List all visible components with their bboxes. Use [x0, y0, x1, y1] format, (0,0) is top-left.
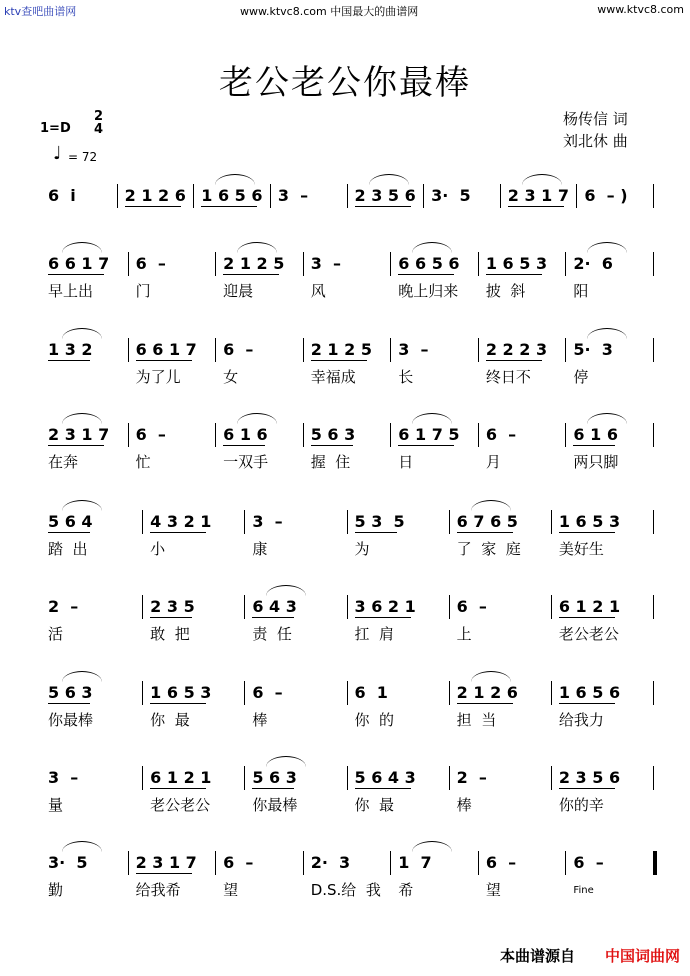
bar-line — [390, 338, 391, 362]
measure-notes: 6 1 7 5 — [398, 425, 460, 444]
beam-underline — [398, 274, 454, 275]
bar-line — [303, 851, 304, 875]
score-row — [0, 340, 690, 420]
bar-line — [551, 595, 552, 619]
measure-notes: 6 1 6 — [573, 425, 618, 444]
final-bar-line — [653, 851, 657, 875]
measure-notes: 6 – — [573, 853, 604, 872]
beam-underline — [486, 274, 542, 275]
beam-underline — [355, 617, 411, 618]
score-row — [0, 768, 690, 848]
lyric-text: 月 — [485, 453, 501, 471]
measure-notes: 3 – — [252, 512, 283, 531]
lyric-text: 担 当 — [456, 711, 497, 729]
lyric-text: 日 — [398, 453, 414, 471]
bar-line — [117, 184, 118, 208]
lyric-text: 康 — [252, 540, 268, 558]
bar-line — [551, 681, 552, 705]
lyric-text: 为 — [354, 540, 370, 558]
bar-line — [142, 766, 143, 790]
measure-notes: 2 3 1 7 — [507, 186, 569, 205]
beam-underline — [559, 703, 615, 704]
measure-notes: 6 i — [48, 186, 76, 205]
measure-notes: 2 – — [456, 768, 487, 787]
beam-underline — [136, 873, 192, 874]
lyric-text: 迎晨 — [223, 282, 254, 300]
measure-notes: 2 – — [48, 597, 79, 616]
measure-notes: 5 6 3 — [48, 683, 93, 702]
measure-notes: 2 3 1 7 — [135, 853, 197, 872]
beam-underline — [150, 532, 206, 533]
lyric-text: 望 — [223, 881, 239, 899]
beam-underline — [457, 532, 513, 533]
score-row — [0, 254, 690, 334]
lyric-text: 披 斜 — [485, 282, 526, 300]
lyric-text: 早上出 — [48, 282, 94, 300]
bar-line — [478, 338, 479, 362]
score-row — [0, 683, 690, 763]
lyric-text: 忙 — [135, 453, 151, 471]
score-row — [0, 597, 690, 677]
measure-notes: 2 1 2 6 — [124, 186, 186, 205]
bar-line — [347, 766, 348, 790]
lyric-text: 为了儿 — [135, 368, 181, 386]
bar-line — [449, 681, 450, 705]
beam-underline — [252, 788, 294, 789]
beam-underline — [223, 274, 279, 275]
header-right-site: www.ktvc8.com — [597, 3, 684, 16]
beam-underline — [150, 617, 192, 618]
beam-underline — [559, 788, 615, 789]
lyric-text: 希 — [398, 881, 414, 899]
lyric-text: 上 — [456, 625, 472, 643]
time-signature — [94, 110, 103, 136]
beam-underline — [311, 445, 353, 446]
lyric-text: 望 — [485, 881, 501, 899]
measure-notes: 6 6 1 7 — [135, 340, 197, 359]
lyric-text: 停 — [573, 368, 589, 386]
beam-underline — [355, 532, 397, 533]
beam-underline — [48, 532, 90, 533]
lyric-text: 敢 把 — [150, 625, 190, 643]
measure-notes: 6 7 6 5 — [456, 512, 518, 531]
bar-line — [653, 338, 654, 362]
bar-line — [653, 184, 654, 208]
beam-underline — [486, 360, 542, 361]
beam-underline — [311, 360, 367, 361]
bar-line — [215, 851, 216, 875]
measure-notes: 2 1 2 5 — [223, 254, 285, 273]
beam-underline — [559, 532, 615, 533]
lyric-text: 小 — [150, 540, 166, 558]
measure-notes: 6 – — [485, 425, 517, 444]
bar-line — [449, 595, 450, 619]
slur-mark — [522, 174, 562, 185]
bar-line — [478, 252, 479, 276]
bar-line — [142, 510, 143, 534]
bar-line — [565, 338, 566, 362]
measure-notes: 6 1 6 — [223, 425, 268, 444]
bar-line — [128, 252, 129, 276]
measure-notes: 6 – — [135, 254, 166, 273]
lyric-text: 扛 肩 — [354, 625, 395, 643]
lyric-text: 握 住 — [310, 453, 351, 471]
measure-notes: 6 – ) — [584, 186, 628, 205]
measure-notes: 1 6 5 6 — [558, 683, 621, 702]
beam-underline — [150, 703, 206, 704]
beam-underline — [252, 617, 294, 618]
bar-line — [551, 510, 552, 534]
bar-line — [303, 423, 304, 447]
bar-line — [390, 423, 391, 447]
measure-notes: 1 6 5 3 — [485, 254, 548, 273]
lyric-text: 你 最 — [354, 796, 395, 814]
beam-underline — [508, 206, 564, 207]
measure-notes: 5 6 4 — [48, 512, 93, 531]
measure-notes: 5 3 5 — [354, 512, 405, 531]
bar-line — [244, 681, 245, 705]
measure-notes: 6 – — [223, 340, 254, 359]
lyric-text: 踏 出 — [48, 540, 88, 558]
slur-mark — [215, 174, 255, 185]
bar-line — [347, 510, 348, 534]
measure-notes: 2 2 2 3 — [485, 340, 548, 359]
time-sig-bottom: 4 — [94, 122, 104, 137]
beam-underline — [573, 445, 615, 446]
measure-notes: 3· 5 — [48, 853, 88, 872]
beam-underline — [48, 445, 104, 446]
lyric-text: 在奔 — [48, 453, 79, 471]
bar-line — [128, 338, 129, 362]
lyric-text: 勤 — [48, 881, 64, 899]
source-site: 中国词曲网 — [604, 947, 680, 965]
measure-notes: 2 1 2 5 — [310, 340, 372, 359]
bar-line — [128, 423, 129, 447]
measure-notes: 1 6 5 3 — [150, 683, 212, 702]
score-row — [0, 425, 690, 505]
measure-notes: 3 – — [398, 340, 429, 359]
bar-line — [215, 423, 216, 447]
bar-line — [551, 766, 552, 790]
bar-line — [142, 595, 143, 619]
beam-underline — [48, 274, 104, 275]
header-center-site: www.ktvc8.com 中国最大的曲谱网 — [240, 5, 419, 18]
lyric-text: 棒 — [252, 711, 268, 729]
beam-underline — [355, 788, 411, 789]
bar-line — [653, 252, 654, 276]
beam-underline — [223, 445, 265, 446]
lyric-text: 两只脚 — [573, 453, 619, 471]
lyric-text: 门 — [135, 282, 151, 300]
lyric-text: D.S.给 我 — [310, 881, 381, 899]
bar-line — [142, 681, 143, 705]
measure-notes: 2 1 2 6 — [456, 683, 518, 702]
beam-underline — [398, 445, 454, 446]
lyric-text: 老公老公 — [150, 796, 211, 814]
measure-notes: 6 6 5 6 — [398, 254, 460, 273]
lyric-text: 晚上归来 — [398, 282, 459, 300]
bar-line — [244, 595, 245, 619]
measure-notes: 6 1 2 1 — [558, 597, 621, 616]
measure-notes: 5 6 3 — [252, 768, 297, 787]
lyric-text: 阳 — [573, 282, 589, 300]
measure-notes: 2· 6 — [573, 254, 613, 273]
key-signature: 1=D — [40, 121, 71, 136]
measure-notes: 5· 3 — [573, 340, 613, 359]
measure-notes: 1 3 2 — [48, 340, 93, 359]
measure-notes: 2 3 5 — [150, 597, 195, 616]
lyric-text: 美好生 — [558, 540, 604, 558]
lyric-text: 了 家 庭 — [456, 540, 521, 558]
lyric-text: 责 任 — [252, 625, 292, 643]
bar-line — [478, 423, 479, 447]
lyric-text: 你 的 — [354, 711, 395, 729]
measure-notes: 2 3 1 7 — [48, 425, 110, 444]
beam-underline — [355, 206, 411, 207]
lyricist-credit: 杨传信 词 — [563, 110, 628, 128]
bar-line — [215, 252, 216, 276]
measure-notes: 6 1 2 1 — [150, 768, 212, 787]
tempo-value: = 72 — [68, 150, 98, 164]
bar-line — [653, 766, 654, 790]
lyric-text: 风 — [310, 282, 326, 300]
score-row — [0, 853, 690, 933]
bar-line — [390, 252, 391, 276]
measure-notes: 1 6 5 3 — [558, 512, 621, 531]
bar-line — [653, 595, 654, 619]
page-title: 老公老公你最棒 — [219, 63, 471, 103]
score-row — [0, 512, 690, 592]
bar-line — [193, 184, 194, 208]
beam-underline — [48, 360, 90, 361]
lyric-text: 老公老公 — [558, 625, 619, 643]
bar-line — [347, 681, 348, 705]
lyric-text: 终日不 — [485, 368, 531, 386]
measure-notes: 6 – — [252, 683, 283, 702]
beam-underline — [201, 206, 257, 207]
measure-notes: 1 7 — [398, 853, 432, 872]
lyric-text: 你的辛 — [558, 796, 604, 814]
bar-line — [653, 510, 654, 534]
lyric-text: 给我力 — [558, 711, 604, 729]
measure-notes: 5 6 3 — [310, 425, 356, 444]
lyric-text: Fine — [573, 885, 594, 896]
measure-notes: 2 3 5 6 — [354, 186, 416, 205]
bar-line — [576, 184, 577, 208]
bar-line — [347, 595, 348, 619]
beam-underline — [559, 617, 615, 618]
measure-notes: 4 3 2 1 — [150, 512, 212, 531]
bar-line — [500, 184, 501, 208]
measure-notes: 6 1 — [354, 683, 388, 702]
slur-mark — [369, 174, 409, 185]
bar-line — [303, 338, 304, 362]
lyric-text: 女 — [223, 368, 239, 386]
lyric-text: 棒 — [456, 796, 472, 814]
lyric-text: 长 — [398, 368, 414, 386]
beam-underline — [125, 206, 181, 207]
bar-line — [270, 184, 271, 208]
beam-underline — [457, 703, 513, 704]
bar-line — [565, 851, 566, 875]
lyric-text: 幸福成 — [310, 368, 356, 386]
quarter-note-icon: ♩ — [53, 143, 62, 164]
bar-line — [128, 851, 129, 875]
lyric-text: 给我希 — [135, 881, 181, 899]
bar-line — [478, 851, 479, 875]
bar-line — [565, 423, 566, 447]
bar-line — [449, 766, 450, 790]
bar-line — [449, 510, 450, 534]
lyric-text: 你最棒 — [252, 796, 298, 814]
bar-line — [565, 252, 566, 276]
measure-notes: 3 – — [277, 186, 309, 205]
bar-line — [423, 184, 424, 208]
measure-notes: 6 – — [456, 597, 487, 616]
measure-notes: 3· 5 — [431, 186, 471, 205]
lyric-text: 你最棒 — [48, 711, 94, 729]
measure-notes: 5 6 4 3 — [354, 768, 416, 787]
source-label: 本曲谱源自 — [499, 947, 575, 965]
bar-line — [347, 184, 348, 208]
bar-line — [244, 510, 245, 534]
bar-line — [303, 252, 304, 276]
beam-underline — [136, 360, 192, 361]
measure-notes: 1 6 5 6 — [201, 186, 263, 205]
measure-notes: 3 – — [48, 768, 79, 787]
lyric-text: 你 最 — [150, 711, 190, 729]
measure-notes: 6 – — [485, 853, 517, 872]
measure-notes: 6 4 3 — [252, 597, 297, 616]
lyric-text: 量 — [48, 796, 64, 814]
measure-notes: 2· 3 — [310, 853, 351, 872]
bar-line — [653, 423, 654, 447]
beam-underline — [48, 703, 90, 704]
bar-line — [653, 681, 654, 705]
composer-credit: 刘北休 曲 — [563, 132, 628, 150]
bar-line — [215, 338, 216, 362]
time-sig-top: 2 — [94, 109, 104, 124]
measure-notes: 3 6 2 1 — [354, 597, 416, 616]
beam-underline — [150, 788, 206, 789]
lyric-text: 一双手 — [223, 453, 269, 471]
measure-notes: 6 – — [135, 425, 166, 444]
measure-notes: 6 – — [223, 853, 254, 872]
measure-notes: 3 – — [310, 254, 341, 273]
lyric-text: 活 — [48, 625, 64, 643]
bar-line — [390, 851, 391, 875]
measure-notes: 6 6 1 7 — [48, 254, 110, 273]
bar-line — [244, 766, 245, 790]
header-left-site: ktv查吧曲谱网 — [4, 5, 77, 18]
measure-notes: 2 3 5 6 — [558, 768, 621, 787]
